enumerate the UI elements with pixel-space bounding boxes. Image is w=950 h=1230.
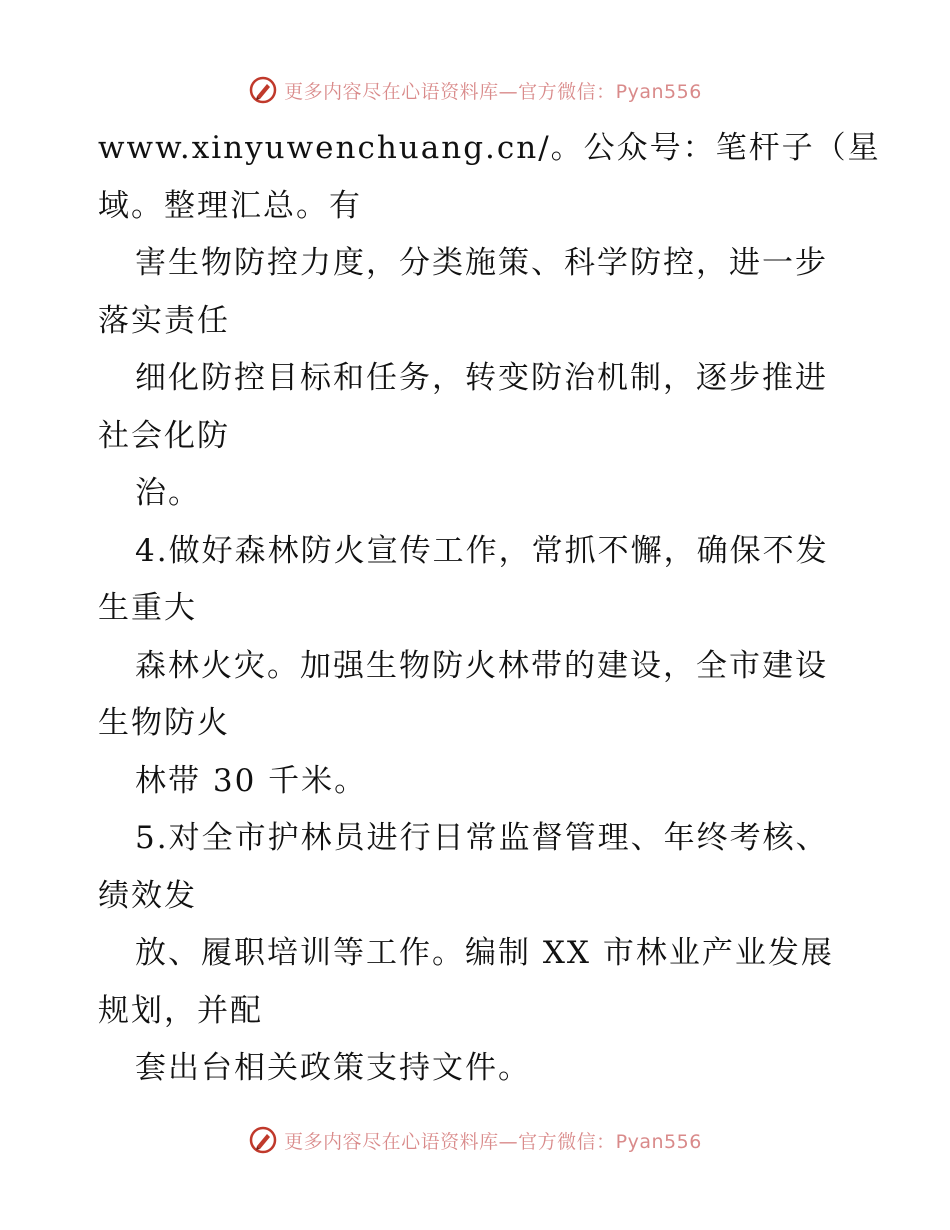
body-line: 套出台相关政策支持文件。	[135, 1050, 531, 1086]
footer-banner	[0, 1120, 950, 1160]
pen-logo-icon	[248, 75, 278, 105]
body-line: 治。	[135, 475, 201, 511]
body-line: 4.做好森林防火宣传工作，常抓不懈，确保不发	[135, 532, 829, 569]
body-line: 落实责任	[98, 302, 230, 339]
body-line: 规划，并配	[98, 992, 263, 1029]
body-line: 域。整理汇总。有	[98, 187, 362, 224]
body-line: www.xinyuwenchuang.cn/。公众号：笔杆子（星	[98, 130, 881, 166]
body-line: 绩效发	[98, 877, 197, 914]
pen-logo-icon	[248, 1125, 278, 1155]
body-line: 生物防火	[98, 705, 230, 741]
body-line: 害生物防控力度，分类施策、科学防控，进一步	[135, 245, 828, 281]
body-line: 森林火灾。加强生物防火林带的建设，全市建设	[135, 647, 828, 684]
header-banner-text: 更多内容尽在心语资料库—官方微信：Pyan556	[284, 80, 702, 103]
body-line: 生重大	[98, 590, 197, 626]
footer-banner-text: 更多内容尽在心语资料库—官方微信：Pyan556	[284, 1130, 702, 1153]
body-line: 林带 30 千米。	[135, 762, 368, 799]
body-line: 放、履职培训等工作。编制 XX 市林业产业发展	[135, 935, 834, 971]
header-banner	[0, 70, 950, 110]
body-line: 社会化防	[98, 417, 230, 454]
body-line: 5.对全市护林员进行日常监督管理、年终考核、	[135, 820, 829, 856]
body-line: 细化防控目标和任务，转变防治机制，逐步推进	[135, 360, 828, 396]
document-body	[98, 120, 881, 1098]
